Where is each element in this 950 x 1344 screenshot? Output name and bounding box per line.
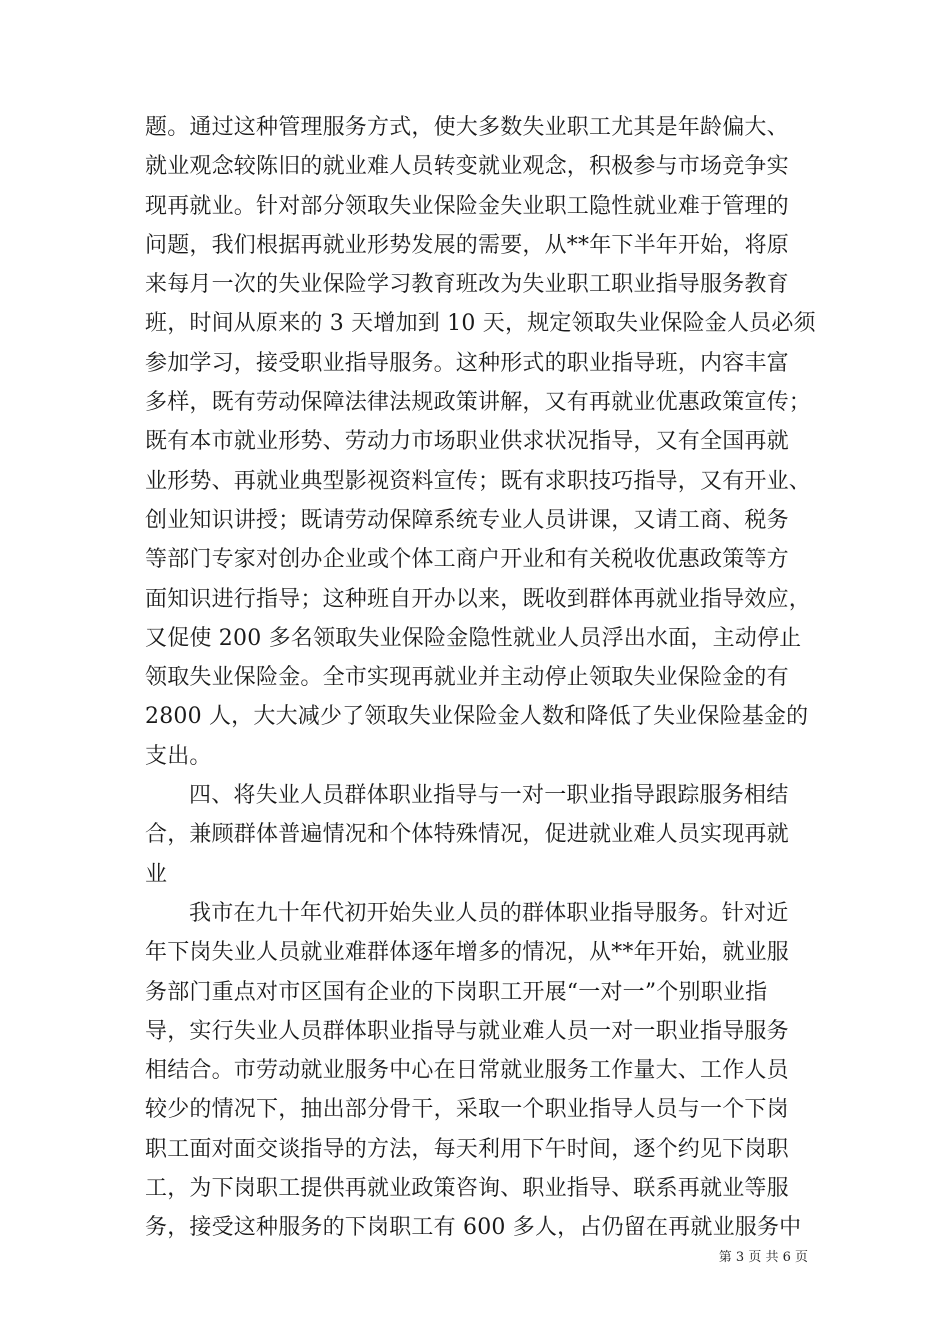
text-line: 支出。 xyxy=(145,743,212,769)
text-line: 工，为下岗职工提供再就业政策咨询、职业指导、联系再就业等服 xyxy=(145,1176,789,1202)
text-line: 班，时间从原来的 3 天增加到 10 天，规定领取失业保险金人员必须 xyxy=(145,311,816,337)
section-heading-line: 合，兼顾群体普遍情况和个体特殊情况，促进就业难人员实现再就 xyxy=(145,822,789,848)
text-line: 现再就业。针对部分领取失业保险金失业职工隐性就业难于管理的 xyxy=(145,193,789,219)
text-line: 年下岗失业人员就业难群体逐年增多的情况，从**年开始，就业服 xyxy=(145,940,790,966)
text-line: 业形势、再就业典型影视资料宣传；既有求职技巧指导，又有开业、 xyxy=(145,468,812,494)
text-line: 就业观念较陈旧的就业难人员转变就业观念，积极参与市场竞争实 xyxy=(145,154,789,180)
text-line: 参加学习，接受职业指导服务。这种形式的职业指导班，内容丰富 xyxy=(145,350,789,376)
text-line: 相结合。市劳动就业服务中心在日常就业服务工作量大、工作人员 xyxy=(145,1058,789,1084)
text-line: 来每月一次的失业保险学习教育班改为失业职工职业指导服务教育 xyxy=(145,272,789,298)
text-line: 务，接受这种服务的下岗职工有 600 多人，占仍留在再就业服务中 xyxy=(145,1215,802,1241)
text-line: 领取失业保险金。全市实现再就业并主动停止领取失业保险金的有 xyxy=(145,665,789,691)
text-line: 职工面对面交谈指导的方法，每天利用下午时间，逐个约见下岗职 xyxy=(145,1136,789,1162)
section-heading-line: 业 xyxy=(145,861,168,887)
text-line: 题。通过这种管理服务方式，使大多数失业职工尤其是年龄偏大、 xyxy=(145,115,789,140)
body-text xyxy=(145,108,815,1248)
text-line: 我市在九十年代初开始失业人员的群体职业指导服务。针对近 xyxy=(189,900,789,926)
text-line: 等部门专家对创办企业或个体工商户开业和有关税收优惠政策等方 xyxy=(145,547,789,573)
text-line: 较少的情况下，抽出部分骨干，采取一个职业指导人员与一个下岗 xyxy=(145,1097,789,1123)
text-line: 既有本市就业形势、劳动力市场职业供求状况指导，又有全国再就 xyxy=(145,429,789,455)
section-heading-line: 四、将失业人员群体职业指导与一对一职业指导跟踪服务相结 xyxy=(189,783,789,809)
text-line: 创业知识讲授；既请劳动保障系统专业人员讲课，又请工商、税务 xyxy=(145,507,789,533)
text-line: 务部门重点对市区国有企业的下岗职工开展“一对一”个别职业指 xyxy=(145,979,768,1005)
text-line: 又促使 200 多名领取失业保险金隐性就业人员浮出水面，主动停止 xyxy=(145,625,802,651)
page-number-footer: 第 3 页 共 6 页 xyxy=(718,1250,808,1265)
text-line: 2800 人，大大减少了领取失业保险金人数和降低了失业保险基金的 xyxy=(145,704,809,730)
text-line: 导，实行失业人员群体职业指导与就业难人员一对一职业指导服务 xyxy=(145,1018,789,1044)
text-line: 问题，我们根据再就业形势发展的需要，从**年下半年开始，将原 xyxy=(145,232,790,258)
text-line: 面知识进行指导；这种班自开办以来，既收到群体再就业指导效应， xyxy=(145,586,812,612)
text-line: 多样，既有劳动保障法律法规政策讲解，又有再就业优惠政策宣传； xyxy=(145,390,812,416)
